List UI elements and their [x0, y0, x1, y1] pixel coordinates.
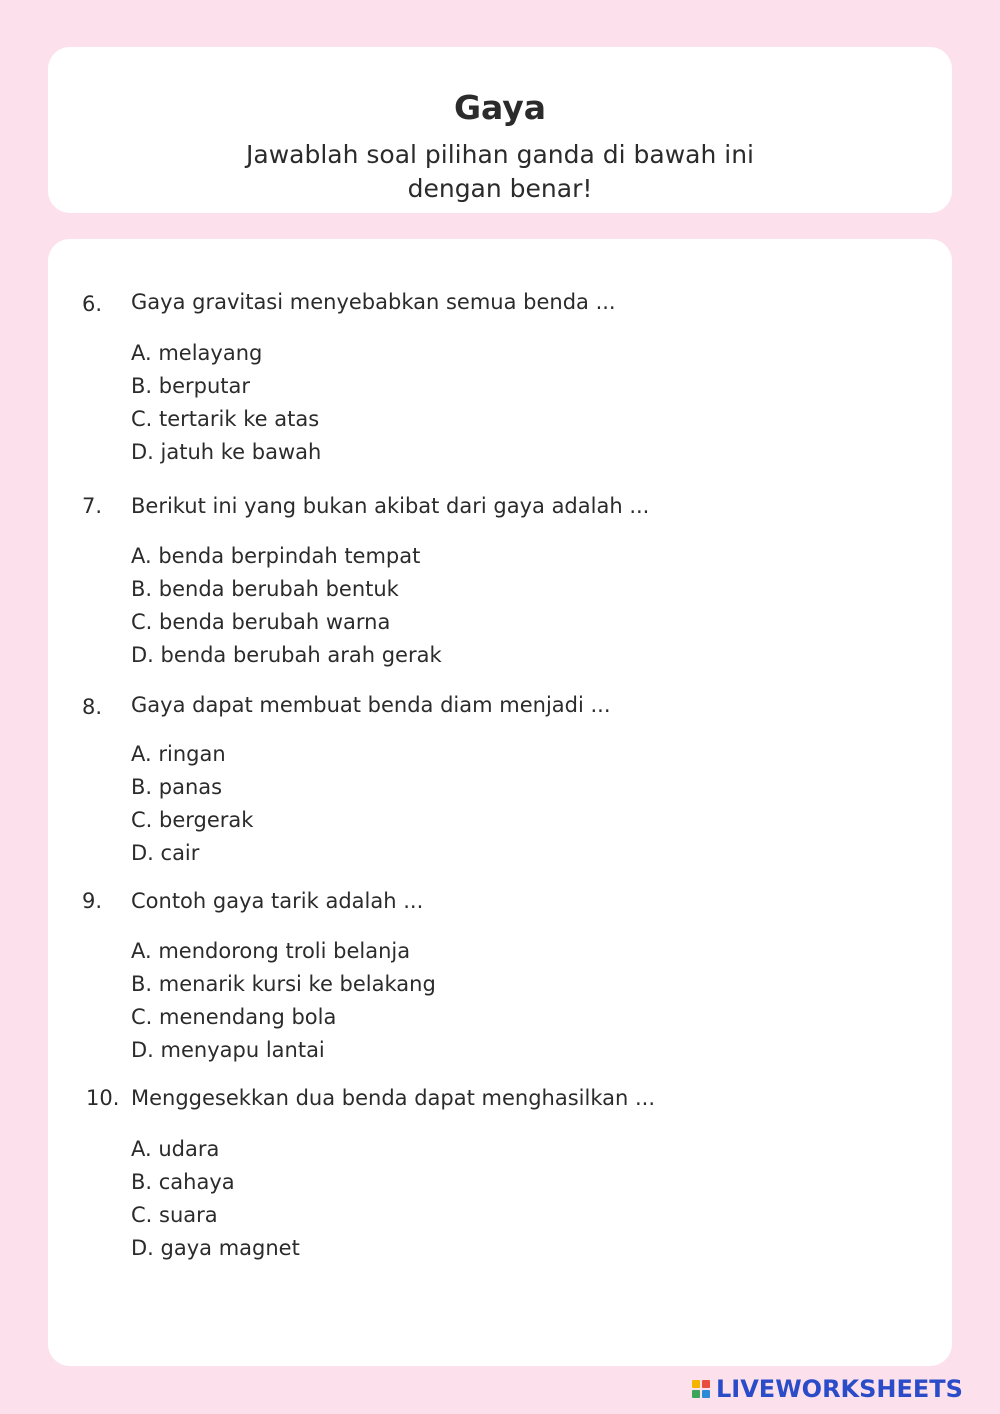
- option-c[interactable]: C. suara: [131, 1203, 218, 1227]
- option-a[interactable]: A. ringan: [131, 742, 226, 766]
- option-c[interactable]: C. menendang bola: [131, 1005, 337, 1029]
- logo-square: [702, 1380, 710, 1388]
- option-d[interactable]: D. menyapu lantai: [131, 1038, 325, 1062]
- page-title: Gaya: [453, 88, 547, 127]
- question-number: 10.: [86, 1086, 120, 1110]
- option-c[interactable]: C. bergerak: [131, 808, 254, 832]
- option-c[interactable]: C. benda berubah warna: [131, 610, 391, 634]
- question-text: Contoh gaya tarik adalah ...: [131, 889, 424, 913]
- instructions-line-2: dengan benar!: [407, 174, 593, 203]
- option-c[interactable]: C. tertarik ke atas: [131, 407, 320, 431]
- option-b[interactable]: B. benda berubah bentuk: [131, 577, 399, 601]
- option-b[interactable]: B. menarik kursi ke belakang: [131, 972, 436, 996]
- question-text: Gaya gravitasi menyebabkan semua benda ...: [131, 290, 616, 314]
- question-text: Gaya dapat membuat benda diam menjadi ...: [131, 693, 611, 717]
- logo-square: [692, 1380, 700, 1388]
- question-number: 6.: [82, 292, 103, 316]
- question-text: Berikut ini yang bukan akibat dari gaya adalah ...: [131, 494, 650, 518]
- question-number: 7.: [82, 494, 103, 518]
- option-d[interactable]: D. cair: [131, 841, 200, 865]
- option-a[interactable]: A. benda berpindah tempat: [131, 544, 421, 568]
- question-number: 8.: [82, 695, 103, 719]
- liveworksheets-logo[interactable]: [692, 1374, 963, 1404]
- option-a[interactable]: A. melayang: [131, 341, 263, 365]
- logo-text: LIVEWORKSHEETS: [716, 1375, 963, 1403]
- logo-square: [692, 1390, 700, 1398]
- option-b[interactable]: B. panas: [131, 775, 223, 799]
- option-b[interactable]: B. berputar: [131, 374, 251, 398]
- instructions: [0, 138, 1000, 206]
- question-number: 9.: [82, 889, 103, 913]
- question-text: Menggesekkan dua benda dapat menghasilkan ...: [131, 1086, 655, 1110]
- instructions-line-1: Jawablah soal pilihan ganda di bawah ini: [246, 140, 754, 169]
- option-b[interactable]: B. cahaya: [131, 1170, 235, 1194]
- option-a[interactable]: A. udara: [131, 1137, 220, 1161]
- option-d[interactable]: D. benda berubah arah gerak: [131, 643, 442, 667]
- logo-square: [702, 1390, 710, 1398]
- liveworksheets-logo-icon: [692, 1380, 710, 1398]
- option-a[interactable]: A. mendorong troli belanja: [131, 939, 411, 963]
- option-d[interactable]: D. gaya magnet: [131, 1236, 300, 1260]
- option-d[interactable]: D. jatuh ke bawah: [131, 440, 322, 464]
